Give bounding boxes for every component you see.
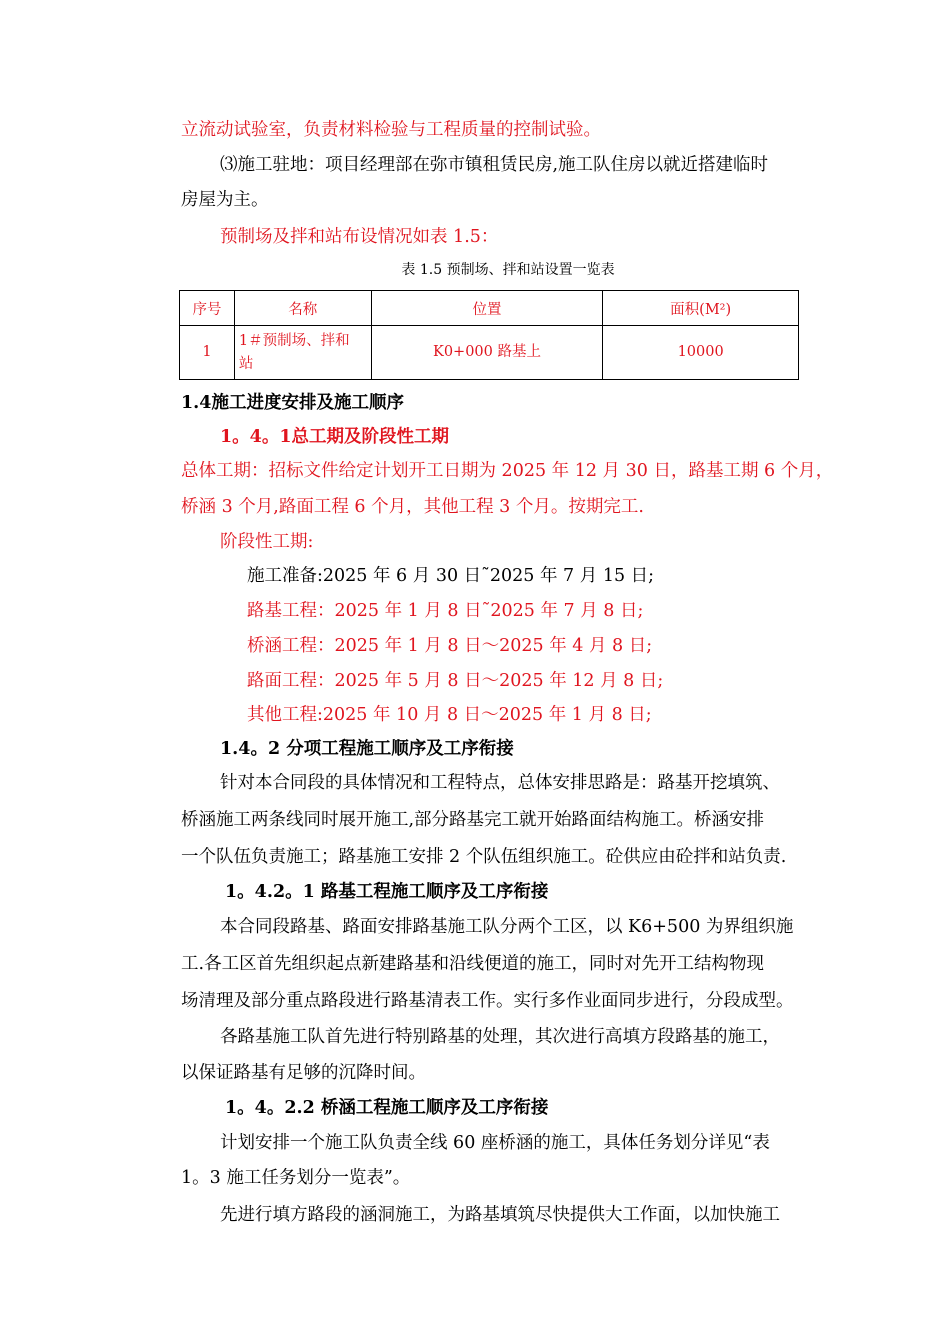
roadbed-line2: 工.各工区首先组织起点新建路基和沿线便道的施工，同时对先开工结构物现 [181, 954, 765, 974]
phase-pavement: 路面工程：2025 年 5 月 8 日～2025 年 12 月 8 日; [247, 671, 664, 691]
phase-other: 其他工程:2025 年 10 月 8 日～2025 年 1 月 8 日; [247, 705, 652, 725]
header-location: 位置 [371, 291, 603, 326]
paragraph-lab-text: 立流动试验室，负责材料检验与工程质量的控制试验。 [181, 120, 601, 140]
heading-1-4: 1.4施工进度安排及施工顺序 [181, 393, 404, 413]
roadbed-line1: 本合同段路基、路面安排路基施工队分两个工区，以 K6+500 为界组织施 [220, 917, 794, 937]
roadbed-line5: 以保证路基有足够的沉降时间。 [181, 1063, 426, 1083]
cell-name-line2: 站 [238, 355, 254, 372]
heading-1-4-1: 1。4。1总工期及阶段性工期 [220, 427, 450, 447]
phase-prep [247, 564, 654, 588]
roadbed-line4: 各路基施工队首先进行特别路基的处理，其次进行高填方段路基的施工， [220, 1027, 780, 1047]
sequence-line1: 针对本合同段的具体情况和工程特点，总体安排思路是：路基开挖填筑、 [220, 773, 780, 793]
cell-no: 1 [180, 326, 235, 380]
total-period-line2: 桥涵 3 个月,路面工程 6 个月，其他工程 3 个月。按期完工. [181, 497, 644, 517]
paragraph-site-line1: ⑶施工驻地：项目经理部在弥市镇租赁民房,施工队住房以就近搭建临时 [220, 155, 769, 175]
phase-title: 阶段性工期: [220, 532, 314, 552]
sequence-line3: 一个队伍负责施工；路基施工安排 2 个队伍组织施工。砼供应由砼拌和站负责. [181, 847, 787, 867]
sequence-line2: 桥涵施工两条线同时展开施工,部分路基完工就开始路面结构施工。桥涵安排 [181, 810, 765, 830]
table-row [180, 326, 799, 380]
header-no: 序号 [180, 291, 235, 326]
phase-bridge: 桥涵工程：2025 年 1 月 8 日～2025 年 4 月 8 日; [247, 636, 653, 656]
table-caption: 表 1.5 预制场、拌和站设置一览表 [401, 262, 615, 278]
phase-roadbed: 路基工程：2025 年 1 月 8 日˜2025 年 7 月 8 日; [247, 601, 644, 621]
heading-1-4-2: 1.4。2 分项工程施工顺序及工序衔接 [220, 739, 514, 759]
paragraph-table-intro: 预制场及拌和站布设情况如表 1.5： [220, 227, 499, 247]
site-table [179, 290, 799, 380]
phase-prep-text: 施工准备:2025 年 6 月 30 日˜2025 年 7 月 15 日; [247, 566, 655, 586]
cell-name [234, 326, 371, 380]
header-area: 面积(M²) [603, 291, 799, 326]
bridge-line3: 先进行填方路段的涵洞施工，为路基填筑尽快提供大工作面，以加快施工 [220, 1205, 780, 1225]
total-period-line1: 总体工期：招标文件给定计划开工日期为 2025 年 12 月 30 日，路基工期 6 个月， [181, 461, 834, 481]
heading-1-4-2-2: 1。4。2.2 桥涵工程施工顺序及工序衔接 [225, 1098, 549, 1118]
cell-name-line1: 1＃预制场、拌和 [238, 332, 350, 349]
roadbed-line3: 场清理及部分重点路段进行路基清表工作。实行多作业面同步进行，分段成型。 [181, 991, 794, 1011]
table-header-row [180, 291, 799, 326]
heading-1-4-2-1: 1。4.2。1 路基工程施工顺序及工序衔接 [225, 882, 549, 902]
bridge-line1: 计划安排一个施工队负责全线 60 座桥涵的施工，具体任务划分详见“表 [220, 1133, 770, 1153]
cell-area: 10000 [603, 326, 799, 380]
paragraph-site-line2: 房屋为主。 [181, 190, 269, 210]
header-name: 名称 [234, 291, 371, 326]
cell-location: K0+000 路基上 [371, 326, 603, 380]
bridge-line2: 1。3 施工任务划分一览表”。 [181, 1168, 411, 1188]
